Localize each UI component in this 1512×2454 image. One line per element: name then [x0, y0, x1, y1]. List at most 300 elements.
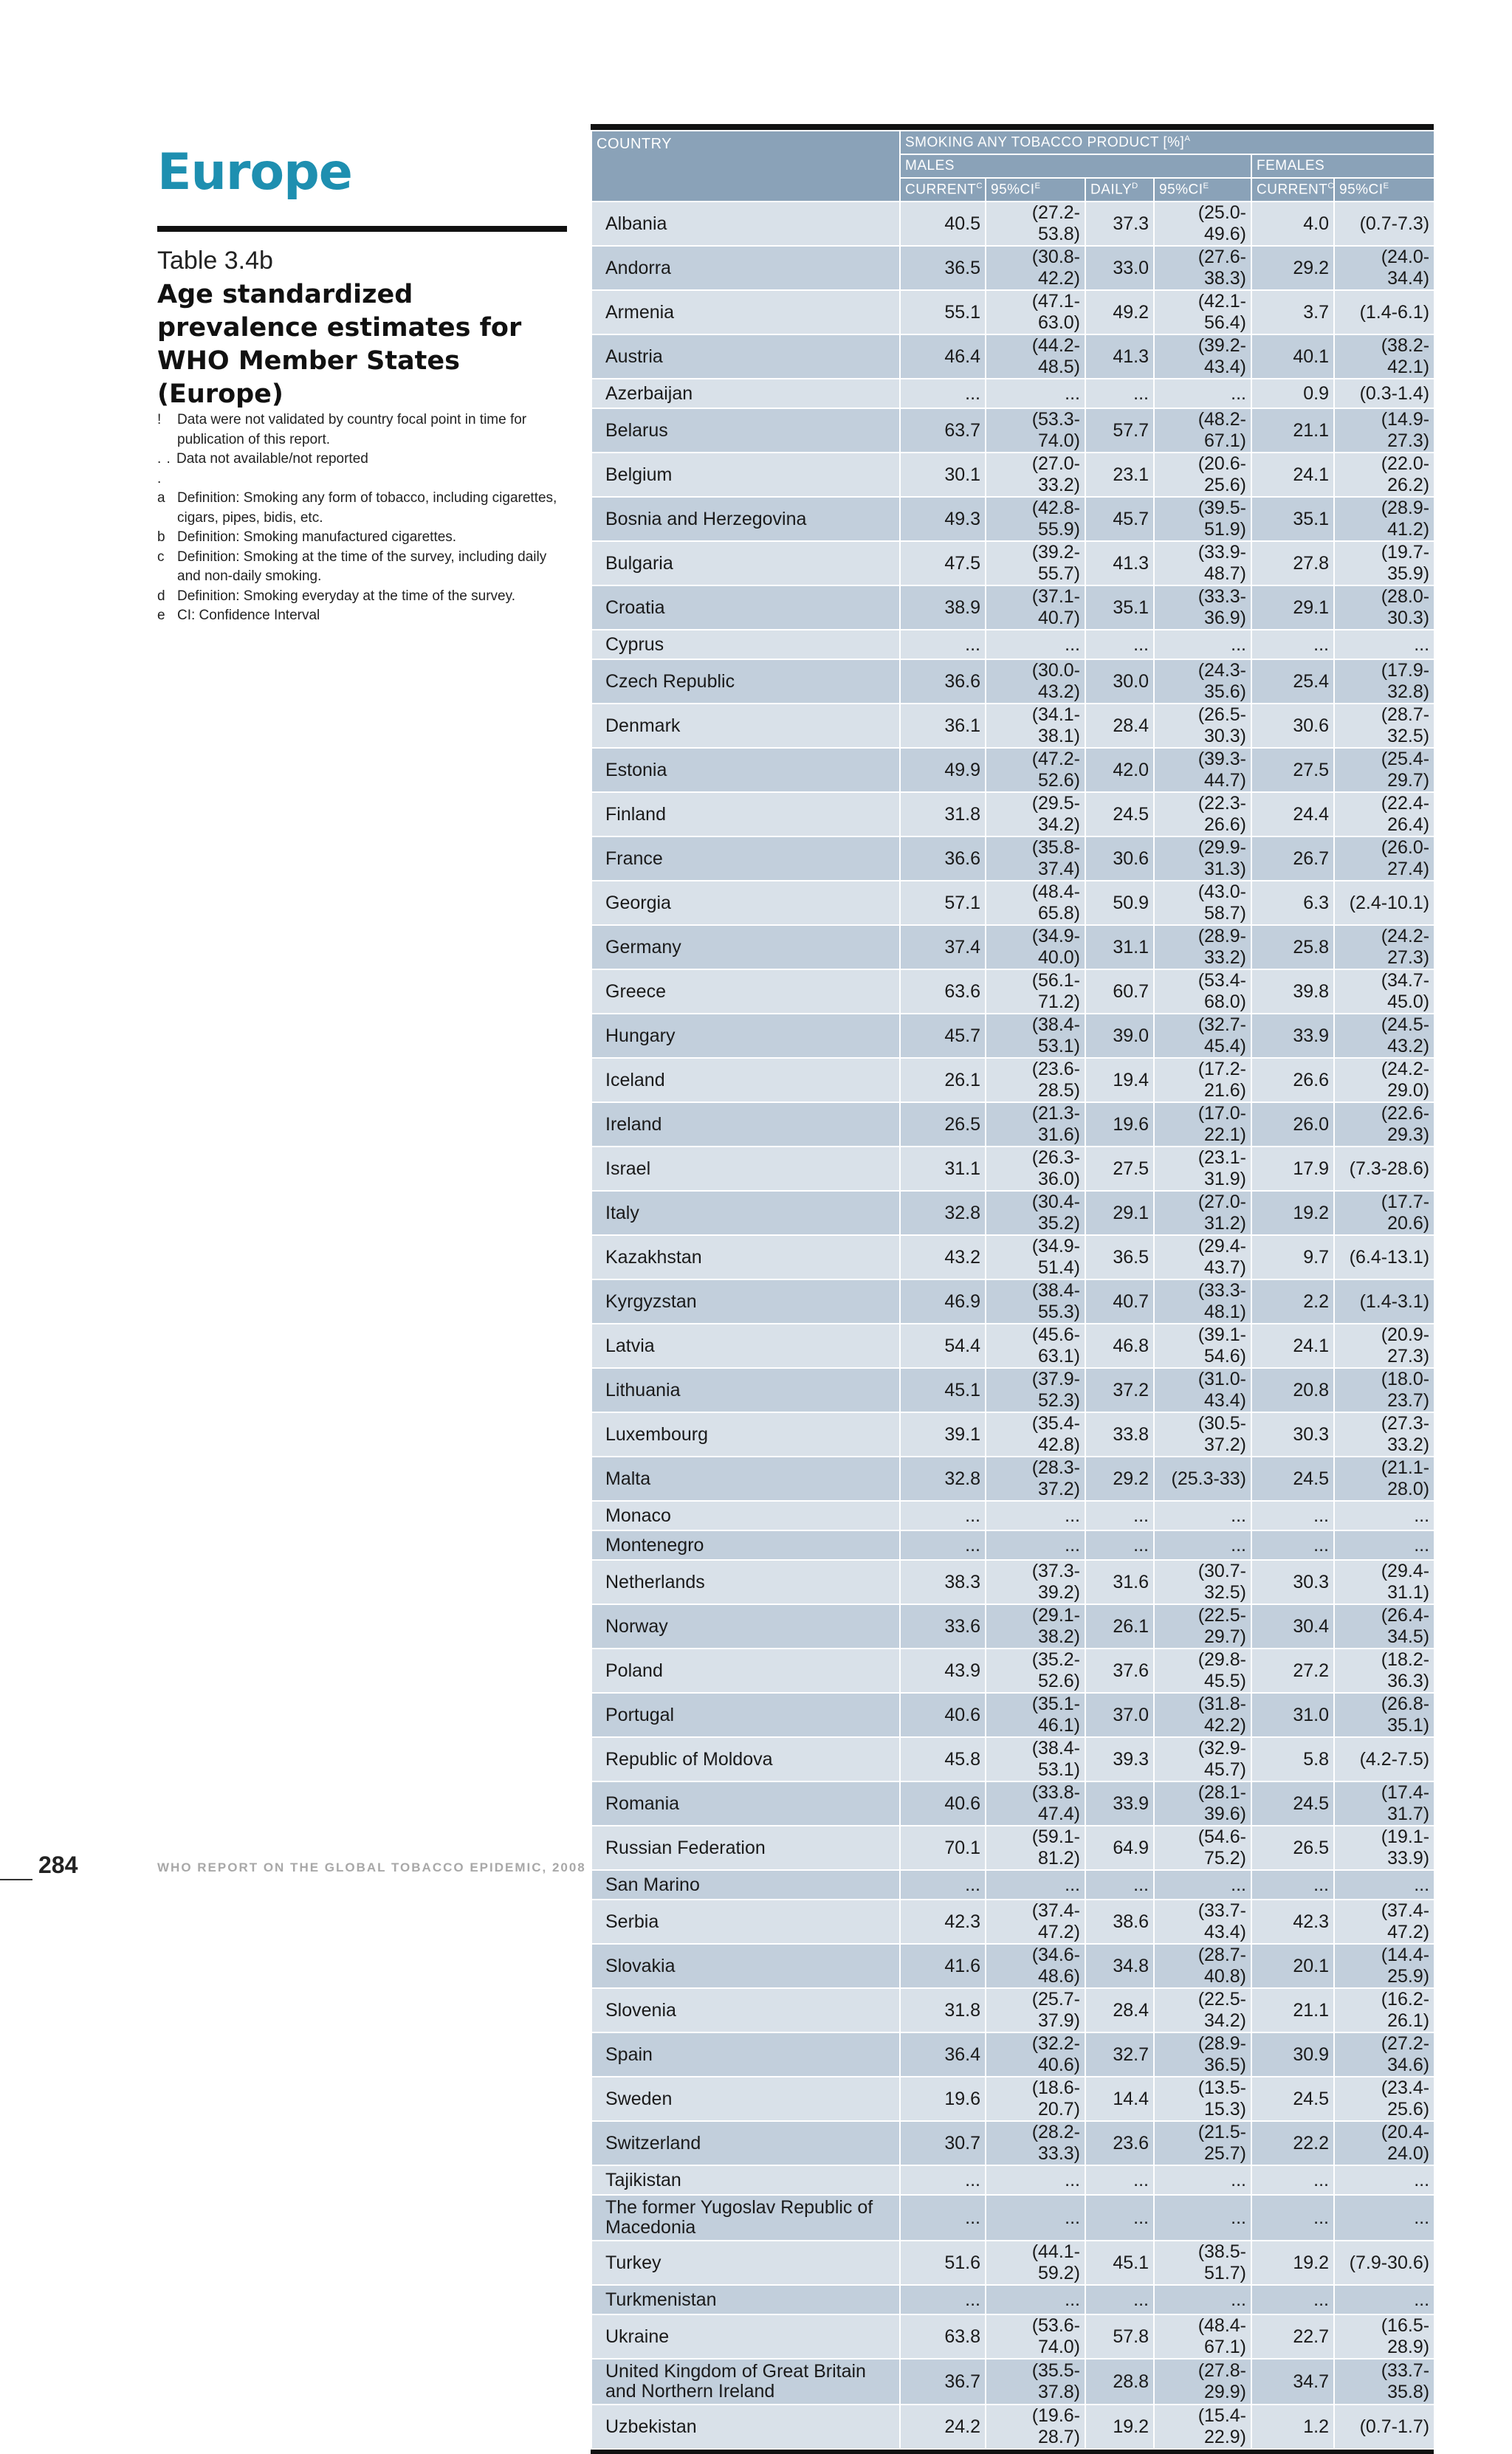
cell-females-current: 24.5 [1251, 1781, 1334, 1826]
table-row [591, 969, 1434, 1014]
cell-males-daily: 45.1 [1085, 2241, 1154, 2285]
cell-males-daily-ci: (15.4-22.9) [1154, 2405, 1251, 2449]
cell-males-current: 57.1 [900, 881, 986, 925]
cell-males-current: ... [900, 1501, 986, 1530]
cell-males-daily: 19.2 [1085, 2405, 1154, 2449]
cell-males-current: 70.1 [900, 1826, 986, 1870]
cell-females-current: 25.8 [1251, 925, 1334, 969]
cell-country: Norway [591, 1604, 900, 1649]
cell-females-current: 30.3 [1251, 1412, 1334, 1457]
page-number-rule [0, 1879, 32, 1880]
cell-females-current-ci: (28.9-41.2) [1334, 497, 1434, 541]
cell-females-current: 21.1 [1251, 1988, 1334, 2032]
cell-males-current-ci: (18.6-20.7) [986, 2077, 1085, 2121]
cell-females-current-ci: (18.2-36.3) [1334, 1649, 1434, 1693]
table-row [591, 1058, 1434, 1102]
cell-males-daily-ci: (21.5-25.7) [1154, 2121, 1251, 2165]
footnote [157, 528, 571, 548]
cell-males-current-ci: (34.9-40.0) [986, 925, 1085, 969]
cell-females-current-ci: (22.0-26.2) [1334, 453, 1434, 497]
cell-males-daily-ci: (29.8-45.5) [1154, 1649, 1251, 1693]
cell-males-daily-ci: (30.7-32.5) [1154, 1560, 1251, 1604]
cell-males-daily: 45.7 [1085, 497, 1154, 541]
cell-females-current: 30.6 [1251, 704, 1334, 748]
cell-females-current: 20.8 [1251, 1368, 1334, 1412]
cell-country: Switzerland [591, 2121, 900, 2165]
cell-country: Turkey [591, 2241, 900, 2285]
cell-males-current-ci: ... [986, 1501, 1085, 1530]
table-row [591, 1235, 1434, 1279]
cell-females-current: 3.7 [1251, 290, 1334, 334]
cell-females-current: 6.3 [1251, 881, 1334, 925]
cell-males-current-ci: (38.4-53.1) [986, 1014, 1085, 1058]
cell-males-daily: 31.1 [1085, 925, 1154, 969]
footnote-text: Definition: Smoking any form of tobacco, including cigarettes, cigars, pipes, bidis, etc. [177, 490, 557, 526]
table-bottom-rule [591, 2450, 1434, 2454]
cell-country: Latvia [591, 1324, 900, 1368]
cell-males-daily-ci: ... [1154, 2165, 1251, 2195]
cell-males-daily: 42.0 [1085, 748, 1154, 792]
cell-females-current-ci: (14.9-27.3) [1334, 408, 1434, 453]
cell-males-current-ci: (30.4-35.2) [986, 1191, 1085, 1235]
table-row [591, 1900, 1434, 1944]
cell-males-daily-ci: (22.5-34.2) [1154, 1988, 1251, 2032]
cell-country: France [591, 836, 900, 881]
cell-females-current: ... [1251, 2165, 1334, 2195]
cell-males-daily-ci: (39.3-44.7) [1154, 748, 1251, 792]
cell-females-current-ci: (1.4-6.1) [1334, 290, 1434, 334]
cell-males-current-ci: (34.6-48.6) [986, 1944, 1085, 1988]
cell-males-daily-ci: ... [1154, 1870, 1251, 1900]
cell-females-current-ci: (18.0-23.7) [1334, 1368, 1434, 1412]
cell-females-current: 24.5 [1251, 1457, 1334, 1501]
footnote-text: Definition: Smoking manufactured cigarettes. [177, 529, 457, 545]
cell-females-current-ci: (26.4-34.5) [1334, 1604, 1434, 1649]
cell-females-current: 39.8 [1251, 969, 1334, 1014]
cell-males-current: 40.6 [900, 1781, 986, 1826]
table-row [591, 1560, 1434, 1604]
cell-females-current-ci: (22.4-26.4) [1334, 792, 1434, 836]
cell-females-current-ci: (27.3-33.2) [1334, 1412, 1434, 1457]
cell-males-current: 31.8 [900, 792, 986, 836]
cell-males-current-ci: (26.3-36.0) [986, 1147, 1085, 1191]
cell-males-daily: 33.9 [1085, 1781, 1154, 1826]
table-row [591, 748, 1434, 792]
header-males-daily-ci: $95\%CI^E$ [1154, 178, 1251, 202]
table-row [591, 1649, 1434, 1693]
cell-country: Turkmenistan [591, 2285, 900, 2314]
cell-males-current: 30.1 [900, 453, 986, 497]
cell-males-current: 41.6 [900, 1944, 986, 1988]
table-row [591, 836, 1434, 881]
cell-country: Luxembourg [591, 1412, 900, 1457]
cell-females-current: 5.8 [1251, 1737, 1334, 1781]
cell-males-daily: 49.2 [1085, 290, 1154, 334]
cell-males-current-ci: (35.8-37.4) [986, 836, 1085, 881]
cell-country: Georgia [591, 881, 900, 925]
cell-males-daily-ci: (28.7-40.8) [1154, 1944, 1251, 1988]
cell-females-current: 26.7 [1251, 836, 1334, 881]
cell-males-current: 31.8 [900, 1988, 986, 2032]
cell-females-current: 29.2 [1251, 246, 1334, 290]
cell-females-current-ci: (25.4-29.7) [1334, 748, 1434, 792]
cell-males-daily: 50.9 [1085, 881, 1154, 925]
cell-males-daily-ci: (31.0-43.4) [1154, 1368, 1251, 1412]
table-row [591, 408, 1434, 453]
cell-males-current-ci: ... [986, 1870, 1085, 1900]
cell-females-current: ... [1251, 1870, 1334, 1900]
table-row [591, 1191, 1434, 1235]
cell-males-current: ... [900, 2165, 986, 2195]
cell-males-daily: 64.9 [1085, 1826, 1154, 1870]
cell-males-current: 36.6 [900, 659, 986, 704]
cell-males-current-ci: ... [986, 630, 1085, 659]
cell-females-current-ci: (37.4-47.2) [1334, 1900, 1434, 1944]
cell-males-current-ci: ... [986, 1530, 1085, 1560]
cell-males-current: 49.3 [900, 497, 986, 541]
cell-males-daily: 19.4 [1085, 1058, 1154, 1102]
table-row [591, 792, 1434, 836]
cell-males-current-ci: (37.4-47.2) [986, 1900, 1085, 1944]
table-row [591, 541, 1434, 585]
cell-males-current-ci: (44.1-59.2) [986, 2241, 1085, 2285]
footnote-text: Definition: Smoking at the time of the survey, including daily and non-daily smoking. [177, 549, 547, 584]
cell-males-current: 43.9 [900, 1649, 986, 1693]
table-row [591, 1988, 1434, 2032]
header-males-current: $CURRENT^C$ [900, 178, 986, 202]
cell-country: Czech Republic [591, 659, 900, 704]
cell-males-daily: 29.2 [1085, 1457, 1154, 1501]
cell-country: Kyrgyzstan [591, 1279, 900, 1324]
footnote [157, 606, 571, 626]
cell-males-current-ci: (42.8-55.9) [986, 497, 1085, 541]
table-row [591, 1147, 1434, 1191]
cell-males-daily-ci: (53.4-68.0) [1154, 969, 1251, 1014]
cell-males-daily: 41.3 [1085, 541, 1154, 585]
table-row [591, 704, 1434, 748]
cell-males-daily: 30.0 [1085, 659, 1154, 704]
cell-country: Bulgaria [591, 541, 900, 585]
cell-males-daily-ci: (13.5-15.3) [1154, 2077, 1251, 2121]
cell-females-current-ci: (34.7-45.0) [1334, 969, 1434, 1014]
table-row [591, 1530, 1434, 1560]
cell-country: Finland [591, 792, 900, 836]
prevalence-table [591, 130, 1435, 2450]
cell-males-current: 45.8 [900, 1737, 986, 1781]
table-row [591, 1737, 1434, 1781]
cell-males-daily-ci: (33.3-36.9) [1154, 585, 1251, 630]
cell-females-current-ci: (0.7-1.7) [1334, 2405, 1434, 2449]
cell-males-daily-ci: ... [1154, 1530, 1251, 1560]
header-males: MALES [900, 154, 1251, 178]
cell-females-current: 31.0 [1251, 1693, 1334, 1737]
cell-females-current-ci: (27.2-34.6) [1334, 2032, 1434, 2077]
table-row [591, 630, 1434, 659]
cell-males-current: 40.6 [900, 1693, 986, 1737]
cell-females-current: 17.9 [1251, 1147, 1334, 1191]
cell-females-current-ci: (28.7-32.5) [1334, 704, 1434, 748]
cell-males-daily: 28.4 [1085, 1988, 1154, 2032]
cell-females-current: ... [1251, 2285, 1334, 2314]
cell-country: Serbia [591, 1900, 900, 1944]
table-row [591, 290, 1434, 334]
cell-males-daily: 23.1 [1085, 453, 1154, 497]
cell-females-current-ci: (33.7-35.8) [1334, 2359, 1434, 2405]
cell-males-daily-ci: (27.0-31.2) [1154, 1191, 1251, 1235]
cell-males-current: 54.4 [900, 1324, 986, 1368]
cell-males-daily-ci: (24.3-35.6) [1154, 659, 1251, 704]
cell-males-current-ci: (56.1-71.2) [986, 969, 1085, 1014]
cell-males-daily-ci: (39.5-51.9) [1154, 497, 1251, 541]
cell-females-current-ci: (26.0-27.4) [1334, 836, 1434, 881]
cell-males-current-ci: (33.8-47.4) [986, 1781, 1085, 1826]
table-row [591, 2359, 1434, 2405]
cell-females-current: 26.6 [1251, 1058, 1334, 1102]
cell-males-current-ci: (21.3-31.6) [986, 1102, 1085, 1147]
cell-females-current-ci: (19.7-35.9) [1334, 541, 1434, 585]
cell-males-current-ci: (34.9-51.4) [986, 1235, 1085, 1279]
cell-males-current: 63.7 [900, 408, 986, 453]
footnote [157, 450, 571, 489]
table-row [591, 1279, 1434, 1324]
cell-males-current-ci: (35.2-52.6) [986, 1649, 1085, 1693]
table-row [591, 2077, 1434, 2121]
cell-males-current: 45.7 [900, 1014, 986, 1058]
cell-males-current-ci: (53.3-74.0) [986, 408, 1085, 453]
table-row [591, 1870, 1434, 1900]
cell-males-daily: 19.6 [1085, 1102, 1154, 1147]
cell-females-current-ci: (0.7-7.3) [1334, 202, 1434, 246]
cell-country: Croatia [591, 585, 900, 630]
cell-males-current: ... [900, 1870, 986, 1900]
header-females-current: $CURRENT^C$ [1251, 178, 1334, 202]
cell-country: Lithuania [591, 1368, 900, 1412]
table-row [591, 334, 1434, 379]
cell-females-current-ci: ... [1334, 1870, 1434, 1900]
cell-males-daily: 24.5 [1085, 792, 1154, 836]
footnote-text: Definition: Smoking everyday at the time of the survey. [177, 588, 515, 604]
cell-country: Israel [591, 1147, 900, 1191]
cell-females-current-ci: ... [1334, 630, 1434, 659]
page-number: 284 [38, 1852, 78, 1878]
cell-males-daily: 41.3 [1085, 334, 1154, 379]
cell-males-current-ci: (39.2-55.7) [986, 541, 1085, 585]
header-females-current-ci: $95\%CI^E$ [1334, 178, 1434, 202]
cell-country: Spain [591, 2032, 900, 2077]
cell-males-daily: 27.5 [1085, 1147, 1154, 1191]
cell-females-current: 21.1 [1251, 408, 1334, 453]
cell-males-daily-ci: (54.6-75.2) [1154, 1826, 1251, 1870]
footnote-mark: e [157, 608, 165, 623]
cell-males-current: 38.9 [900, 585, 986, 630]
cell-females-current: ... [1251, 2195, 1334, 2241]
cell-country: Italy [591, 1191, 900, 1235]
cell-males-daily: 60.7 [1085, 969, 1154, 1014]
cell-males-current-ci: (27.2-53.8) [986, 202, 1085, 246]
cell-country: Malta [591, 1457, 900, 1501]
table-row [591, 1412, 1434, 1457]
cell-country: Slovenia [591, 1988, 900, 2032]
cell-males-current: 43.2 [900, 1235, 986, 1279]
cell-country: Armenia [591, 290, 900, 334]
cell-males-current: 39.1 [900, 1412, 986, 1457]
cell-males-current-ci: (53.6-74.0) [986, 2314, 1085, 2359]
cell-females-current: 30.4 [1251, 1604, 1334, 1649]
cell-males-daily-ci: ... [1154, 1501, 1251, 1530]
footnotes [157, 410, 571, 626]
cell-males-daily: ... [1085, 1501, 1154, 1530]
cell-females-current-ci: ... [1334, 1530, 1434, 1560]
cell-males-daily-ci: (42.1-56.4) [1154, 290, 1251, 334]
footnote [157, 489, 571, 528]
cell-country: Germany [591, 925, 900, 969]
cell-country: Iceland [591, 1058, 900, 1102]
cell-country: Russian Federation [591, 1826, 900, 1870]
cell-females-current: 22.2 [1251, 2121, 1334, 2165]
footnote-mark: ! [157, 412, 162, 427]
cell-females-current: ... [1251, 630, 1334, 659]
cell-males-daily: ... [1085, 2195, 1154, 2241]
table-label: Table 3.4b [157, 247, 273, 275]
cell-males-current-ci: (30.8-42.2) [986, 246, 1085, 290]
cell-males-current: ... [900, 2195, 986, 2241]
cell-males-daily: 39.0 [1085, 1014, 1154, 1058]
cell-males-daily-ci: (17.2-21.6) [1154, 1058, 1251, 1102]
cell-females-current-ci: (22.6-29.3) [1334, 1102, 1434, 1147]
cell-females-current-ci: (24.0-34.4) [1334, 246, 1434, 290]
cell-country: United Kingdom of Great Britain and Northern Ireland [591, 2359, 900, 2405]
cell-females-current: 24.5 [1251, 2077, 1334, 2121]
cell-males-daily-ci: ... [1154, 630, 1251, 659]
table-row [591, 497, 1434, 541]
cell-males-current-ci: (37.1-40.7) [986, 585, 1085, 630]
table-row [591, 2195, 1434, 2241]
cell-males-daily-ci: (22.3-26.6) [1154, 792, 1251, 836]
cell-males-current: 32.8 [900, 1191, 986, 1235]
footnote-mark: d [157, 588, 165, 604]
cell-males-daily: 23.6 [1085, 2121, 1154, 2165]
cell-males-daily-ci: (33.3-48.1) [1154, 1279, 1251, 1324]
cell-country: Belarus [591, 408, 900, 453]
cell-females-current-ci: (21.1-28.0) [1334, 1457, 1434, 1501]
cell-country: Austria [591, 334, 900, 379]
cell-males-daily: 32.7 [1085, 2032, 1154, 2077]
cell-males-current: 49.9 [900, 748, 986, 792]
title-rule [157, 226, 567, 232]
cell-country: Kazakhstan [591, 1235, 900, 1279]
cell-males-current: 19.6 [900, 2077, 986, 2121]
table-row [591, 1944, 1434, 1988]
cell-males-current: 36.1 [900, 704, 986, 748]
table-row [591, 2405, 1434, 2449]
cell-males-daily: 57.8 [1085, 2314, 1154, 2359]
cell-females-current: 35.1 [1251, 497, 1334, 541]
cell-males-current-ci: (28.2-33.3) [986, 2121, 1085, 2165]
cell-females-current-ci: (1.4-3.1) [1334, 1279, 1434, 1324]
footnote-mark: a [157, 490, 165, 506]
cell-males-current: 31.1 [900, 1147, 986, 1191]
cell-males-daily-ci: ... [1154, 2195, 1251, 2241]
cell-males-daily: ... [1085, 2285, 1154, 2314]
cell-country: Montenegro [591, 1530, 900, 1560]
cell-females-current: 33.9 [1251, 1014, 1334, 1058]
table-row [591, 453, 1434, 497]
footnote [157, 587, 571, 607]
table-body [591, 202, 1434, 2449]
cell-country: Sweden [591, 2077, 900, 2121]
cell-males-daily-ci: (32.9-45.7) [1154, 1737, 1251, 1781]
cell-males-daily-ci: (22.5-29.7) [1154, 1604, 1251, 1649]
cell-males-current: 40.5 [900, 202, 986, 246]
cell-females-current-ci: (16.5-28.9) [1334, 2314, 1434, 2359]
cell-females-current: 24.1 [1251, 453, 1334, 497]
cell-males-daily-ci: (26.5-30.3) [1154, 704, 1251, 748]
cell-females-current: 1.2 [1251, 2405, 1334, 2449]
cell-country: Greece [591, 969, 900, 1014]
cell-males-current: 36.4 [900, 2032, 986, 2077]
cell-males-daily: 38.6 [1085, 1900, 1154, 1944]
cell-females-current: 25.4 [1251, 659, 1334, 704]
cell-females-current: 22.7 [1251, 2314, 1334, 2359]
cell-males-current-ci: (35.1-46.1) [986, 1693, 1085, 1737]
cell-males-daily-ci: (32.7-45.4) [1154, 1014, 1251, 1058]
cell-males-daily-ci: (48.4-67.1) [1154, 2314, 1251, 2359]
cell-males-daily-ci: (25.0-49.6) [1154, 202, 1251, 246]
cell-males-daily-ci: (27.6-38.3) [1154, 246, 1251, 290]
table-row [591, 2314, 1434, 2359]
cell-country: Uzbekistan [591, 2405, 900, 2449]
table-row [591, 1693, 1434, 1737]
cell-country: Romania [591, 1781, 900, 1826]
cell-males-daily: 57.7 [1085, 408, 1154, 453]
cell-males-daily-ci: (30.5-37.2) [1154, 1412, 1251, 1457]
table-row [591, 202, 1434, 246]
table-row [591, 1501, 1434, 1530]
table-row [591, 2241, 1434, 2285]
cell-males-current-ci: (59.1-81.2) [986, 1826, 1085, 1870]
cell-females-current: 30.9 [1251, 2032, 1334, 2077]
cell-females-current-ci: (7.3-28.6) [1334, 1147, 1434, 1191]
cell-males-current-ci: (25.7-37.9) [986, 1988, 1085, 2032]
cell-males-daily: 33.0 [1085, 246, 1154, 290]
cell-females-current: 4.0 [1251, 202, 1334, 246]
cell-males-daily: 14.4 [1085, 2077, 1154, 2121]
header-males-current-ci: $95\%CI^E$ [986, 178, 1085, 202]
cell-males-daily: 28.8 [1085, 2359, 1154, 2405]
cell-country: The former Yugoslav Republic of Macedonia [591, 2195, 900, 2241]
cell-males-current: 36.7 [900, 2359, 986, 2405]
cell-females-current-ci: ... [1334, 2195, 1434, 2241]
cell-males-daily: 35.1 [1085, 585, 1154, 630]
cell-females-current-ci: (17.4-31.7) [1334, 1781, 1434, 1826]
cell-females-current: 27.5 [1251, 748, 1334, 792]
cell-males-daily: 29.1 [1085, 1191, 1154, 1235]
table-row [591, 1826, 1434, 1870]
table-row [591, 1014, 1434, 1058]
cell-males-current-ci: ... [986, 2165, 1085, 2195]
footnote-text: Data not available/not reported [176, 451, 368, 467]
cell-males-daily-ci: (29.9-31.3) [1154, 836, 1251, 881]
cell-females-current-ci: (20.4-24.0) [1334, 2121, 1434, 2165]
cell-males-daily: 30.6 [1085, 836, 1154, 881]
cell-males-daily-ci: (39.1-54.6) [1154, 1324, 1251, 1368]
cell-males-current-ci: (34.1-38.1) [986, 704, 1085, 748]
cell-males-current-ci: (48.4-65.8) [986, 881, 1085, 925]
footer-report-title: WHO REPORT ON THE GLOBAL TOBACCO EPIDEMIC, 2008 [157, 1860, 586, 1874]
cell-males-current-ci: (45.6-63.1) [986, 1324, 1085, 1368]
cell-males-current: 45.1 [900, 1368, 986, 1412]
cell-males-daily-ci: (39.2-43.4) [1154, 334, 1251, 379]
